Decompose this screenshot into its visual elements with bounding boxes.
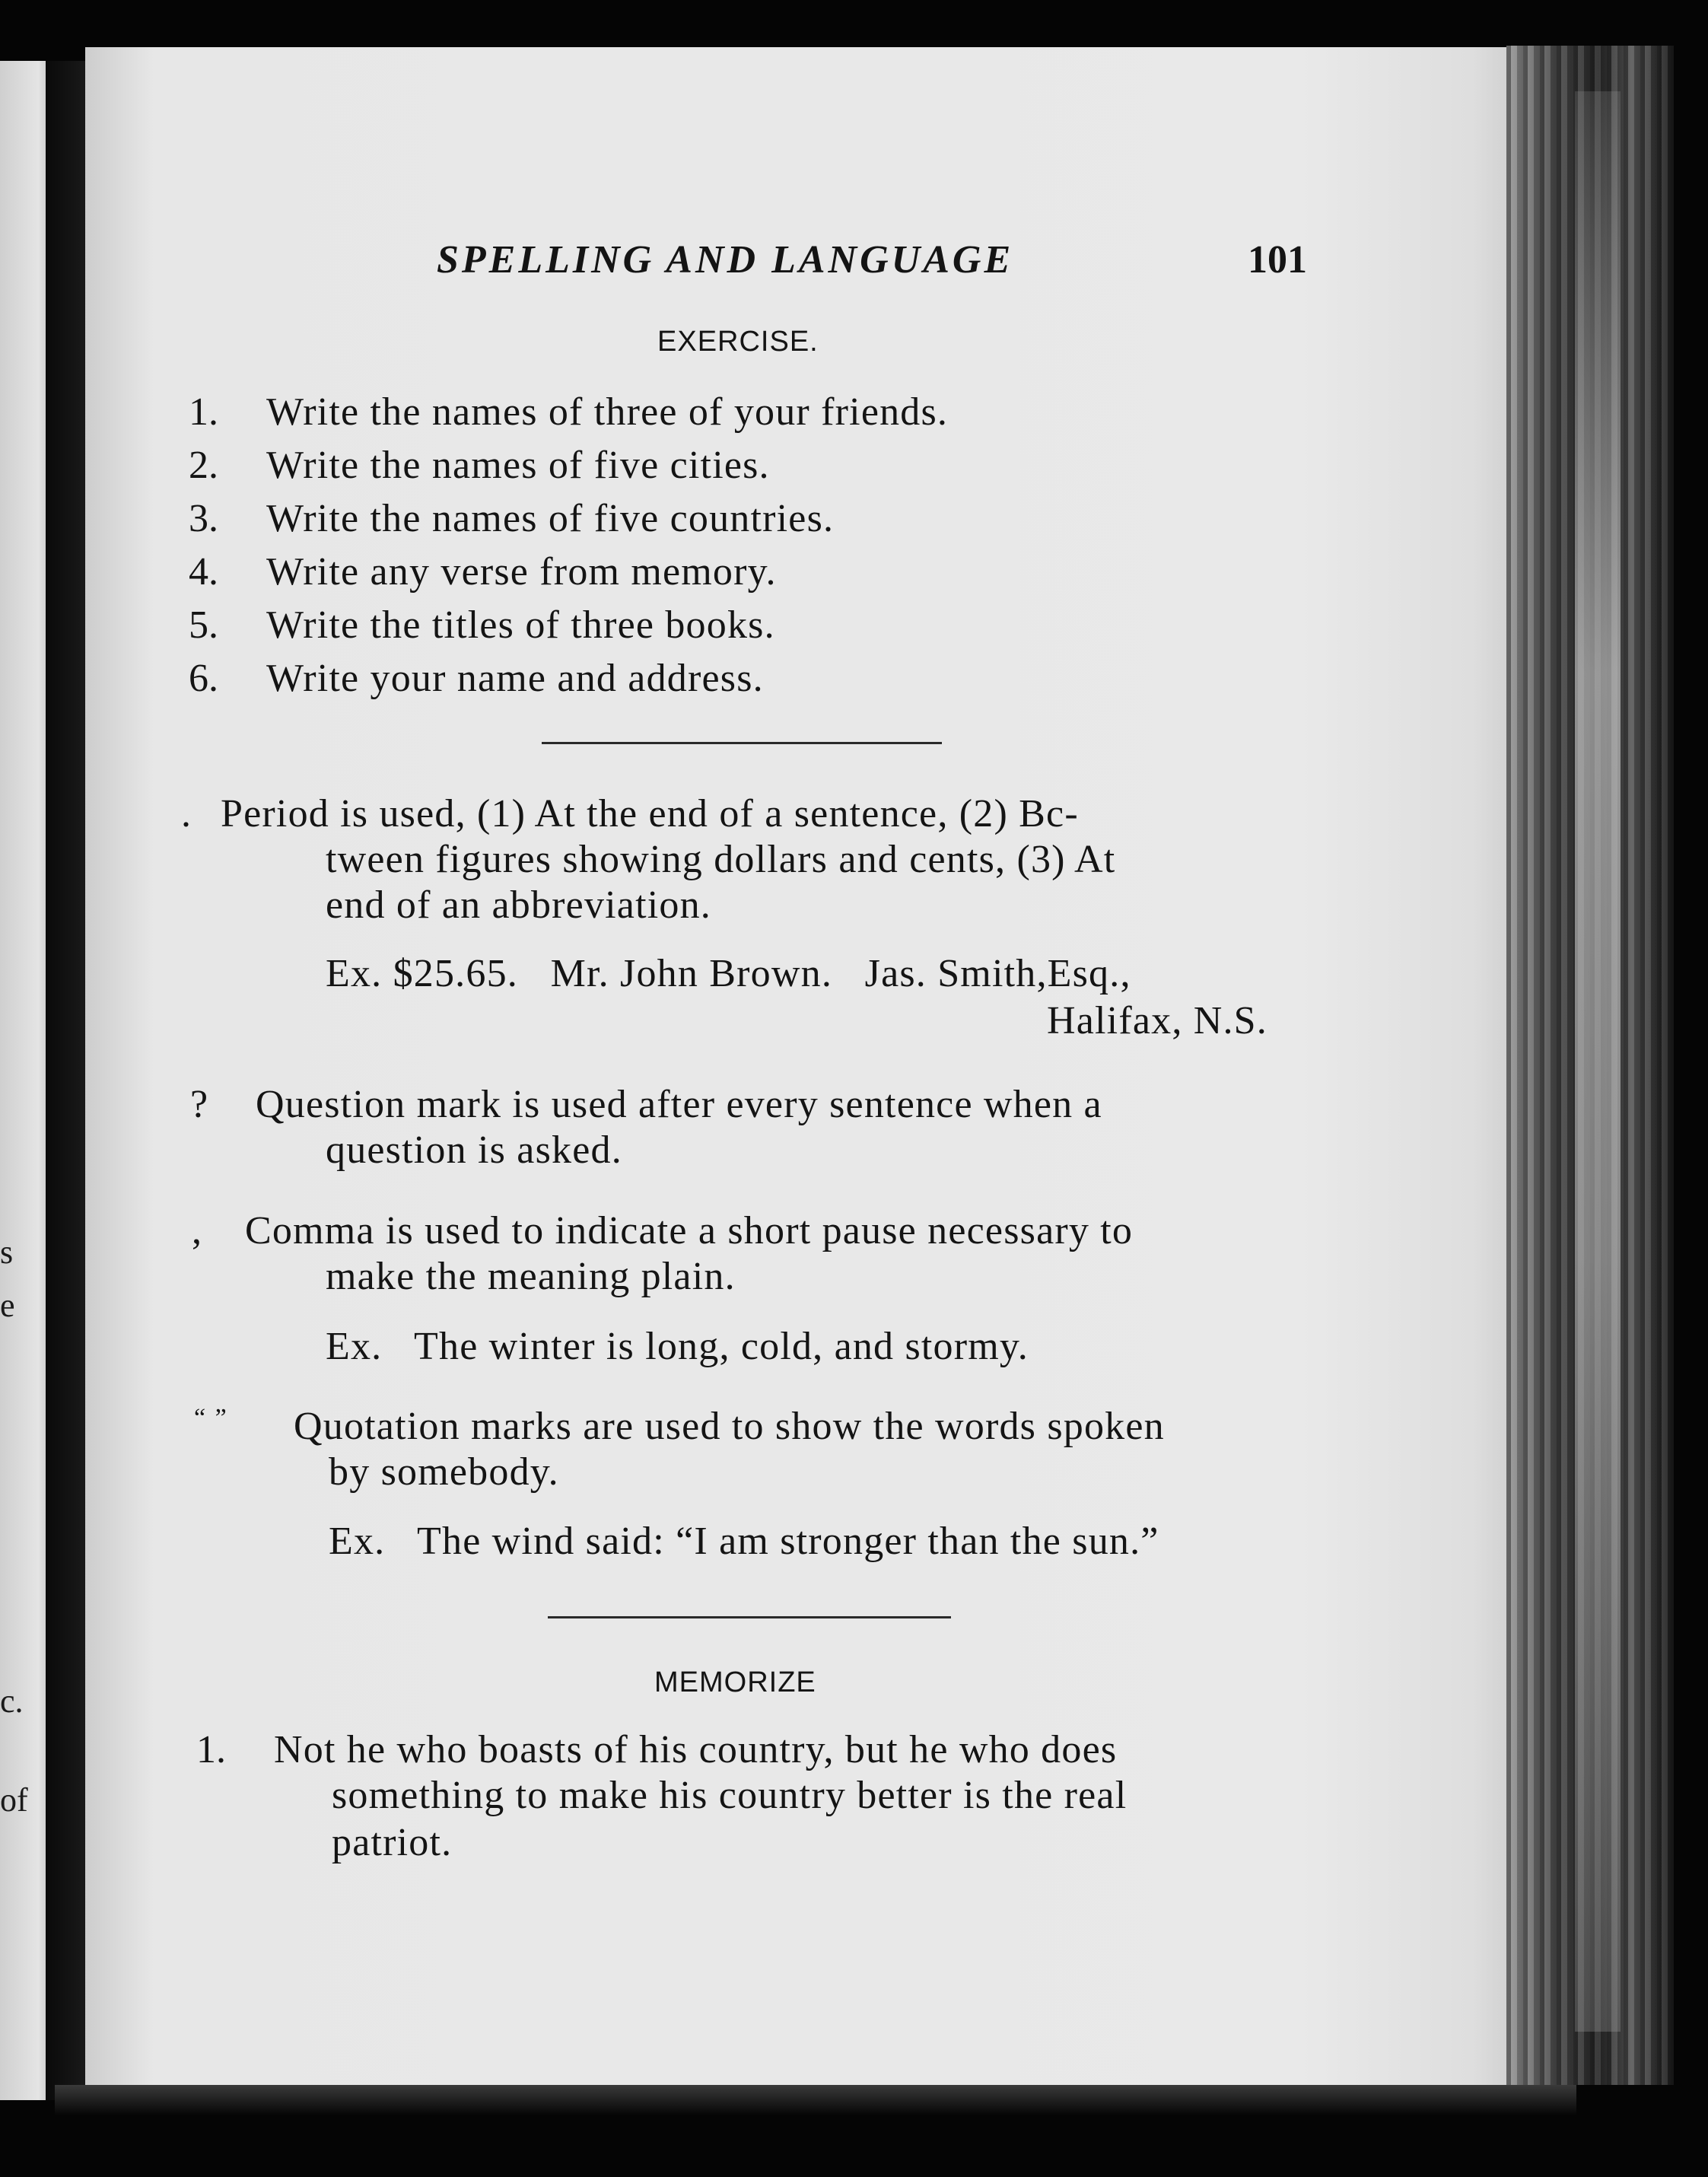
comma-example: Ex. The winter is long, cold, and stormy. bbox=[326, 1325, 1029, 1368]
running-head: SPELLING AND LANGUAGE bbox=[437, 238, 1014, 282]
quotation-example: Ex. The wind said: “I am stronger than the sun.” bbox=[329, 1520, 1159, 1563]
question-text-line: Question mark is used after every sentence when a bbox=[256, 1083, 1102, 1126]
question-text-line: question is asked. bbox=[326, 1128, 622, 1172]
period-text-line: tween figures showing dollars and cents, (3) At bbox=[326, 838, 1116, 881]
section-divider bbox=[548, 1616, 951, 1618]
left-page-fragment: c. bbox=[0, 1682, 24, 1720]
comma-text-line: Comma is used to indicate a short pause necessary to bbox=[245, 1209, 1134, 1252]
exercise-item-number: 1. bbox=[189, 390, 218, 434]
exercise-item-text: Write the names of five cities. bbox=[266, 444, 770, 487]
section-divider bbox=[542, 742, 942, 744]
comma-symbol: , bbox=[192, 1209, 203, 1252]
memorize-heading: MEMORIZE bbox=[654, 1666, 816, 1698]
period-mark: . bbox=[181, 792, 192, 835]
exercise-item-number: 6. bbox=[189, 657, 218, 700]
exercise-item-number: 2. bbox=[189, 444, 218, 487]
quotation-marks-symbol: “ ” bbox=[194, 1404, 228, 1432]
left-page-fragment: of bbox=[0, 1781, 28, 1819]
comma-text-line: make the meaning plain. bbox=[326, 1255, 736, 1298]
memorize-text-line: Not he who boasts of his country, but he who does bbox=[274, 1728, 1118, 1771]
period-example-continued: Halifax, N.S. bbox=[1047, 999, 1267, 1042]
binding-highlight bbox=[1575, 91, 1621, 2032]
exercise-item-number: 5. bbox=[189, 603, 218, 647]
exercise-item-text: Write the names of three of your friends. bbox=[266, 390, 949, 434]
memorize-item-number: 1. bbox=[196, 1728, 226, 1771]
page-number: 101 bbox=[1248, 238, 1307, 282]
exercise-item-text: Write the titles of three books. bbox=[266, 603, 775, 647]
left-page-fragment: s bbox=[0, 1233, 14, 1271]
question-mark-symbol: ? bbox=[190, 1083, 209, 1126]
exercise-item-text: Write any verse from memory. bbox=[266, 550, 777, 594]
memorize-text-line: patriot. bbox=[332, 1821, 453, 1864]
exercise-item-text: Write your name and address. bbox=[266, 657, 764, 700]
exercise-heading: EXERCISE. bbox=[657, 326, 819, 358]
memorize-text-line: something to make his country better is the real bbox=[332, 1774, 1128, 1817]
period-text-line: end of an abbreviation. bbox=[326, 883, 711, 927]
quotation-text-line: Quotation marks are used to show the words spoken bbox=[294, 1405, 1165, 1448]
exercise-item-number: 4. bbox=[189, 550, 218, 594]
period-example: Ex. $25.65. Mr. John Brown. Jas. Smith,Esq., bbox=[326, 952, 1131, 995]
period-text-line: Period is used, (1) At the end of a sentence, (2) Bc- bbox=[221, 792, 1079, 835]
bottom-edge-shadow bbox=[55, 2085, 1576, 2115]
quotation-text-line: by somebody. bbox=[329, 1450, 559, 1494]
exercise-item-number: 3. bbox=[189, 497, 218, 540]
exercise-item-text: Write the names of five countries. bbox=[266, 497, 835, 540]
left-page-fragment: e bbox=[0, 1287, 15, 1324]
